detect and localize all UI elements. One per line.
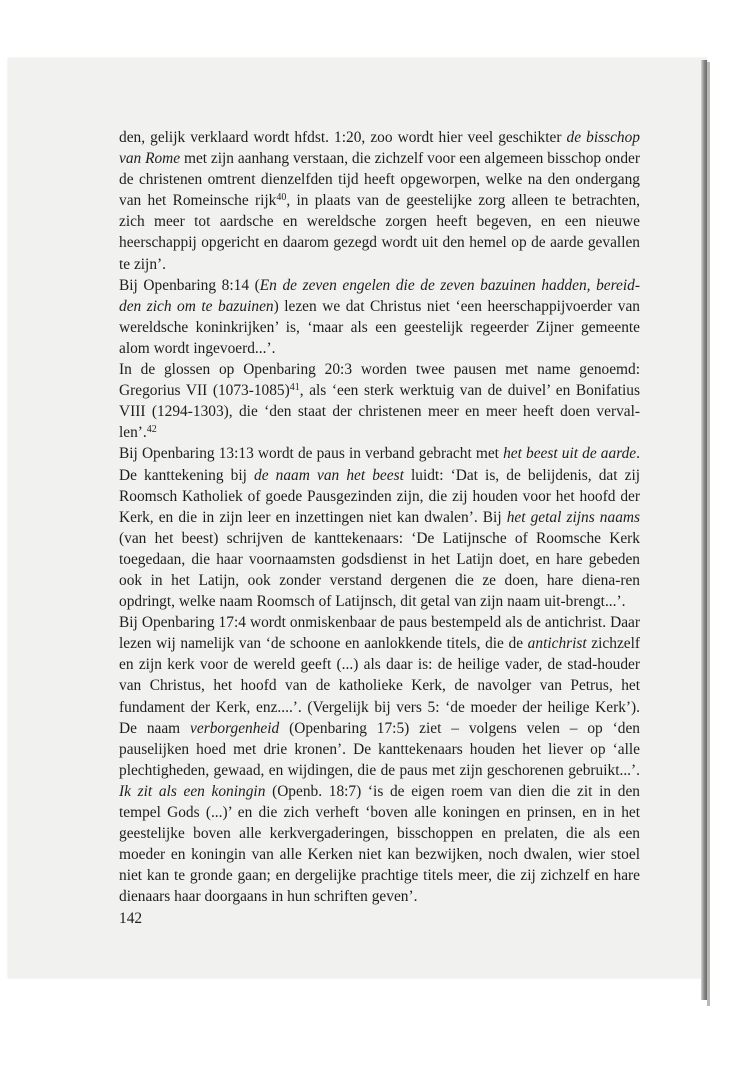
text-run: ) lezen we dat Christus niet ‘een heerschappijvoerder van wereldsche koninkrijken’ is, ‘maar als een geestelijk regeerder Zijner gemeente alom wordt ingevoerd...’. (119, 297, 640, 357)
text-run: den, gelijk verklaard wordt hfdst. 1:20, zoo wordt hier veel geschikter (119, 129, 567, 146)
italic-phrase: het getal zijns naams (506, 508, 640, 526)
italic-phrase: de bisschop van Rome (119, 129, 640, 168)
text-run: luidt: ‘Dat is, de belijdenis, dat zij Roomsch Katholiek of goede Pausgezinden zijn, die zij houden voor het hoofd der Kerk, en die in zijn leer en inzettingen niet kan dwalen’. Bij (119, 466, 641, 526)
text-run: , als ‘een sterk werktuig van de duivel’ en Bonifatius VIII (1294-1303), die ‘den staat der christenen meer en meer heeft doen verval-len’. (119, 382, 640, 442)
italic-phrase: het beest uit de aarde (503, 445, 637, 463)
italic-phrase: En de zeven engelen die de zeven bazuinen hadden, bereid-den zich om te bazuinen (119, 276, 640, 315)
text-run: In de glossen op Openbaring 20:3 worden twee pausen met name genoemd: Gregorius VII (1073-1085) (119, 361, 640, 400)
footnote-marker: 40 (276, 192, 287, 204)
footnote-marker: 42 (146, 424, 157, 436)
footnote-marker: 41 (289, 382, 300, 394)
text-run: Bij Openbaring 17:4 wordt onmiskenbaar de paus bestempeld als de antichrist. Daar lezen wij namelijk van ‘de schoone en aanlokkende titels, die de (119, 614, 640, 653)
text-run: Bij Openbaring 13:13 wordt de paus in verband gebracht met (119, 445, 504, 463)
paragraph-openbaring-17-4 (119, 612, 640, 907)
book-spine-shadow (707, 62, 710, 1006)
italic-phrase: Ik zit als een koningin (119, 782, 266, 800)
text-run: met zijn aanhang verstaan, die zichzelf voor een algemeen bisschop onder de christenen omtrent dienzelfden tijd heeft opgeworpen, welke na den ondergang van het Romeinsche rijk (119, 150, 640, 210)
text-run: , in plaats van de geestelijke zorg alleen te betrachten, zich meer tot aardsche en wereldsche zorgen heeft begeven, en een nieuwe heerschappij opgericht en daarom gezegd wordt uit den hemel op de aarde gevallen te zijn’. (119, 192, 640, 273)
paragraph-openbaring-20-3 (119, 359, 640, 443)
italic-phrase: verborgenheid (190, 719, 280, 737)
italic-phrase: de naam van het beest (254, 466, 404, 484)
italic-phrase: antichrist (527, 635, 587, 653)
text-run: (Openbaring 17:5) ziet – volgens velen – op ‘den pauselijken hoed met drie kronen’. De kanttekenaars houden het liever op ‘alle plechtigheden, gewaad, en wijdingen, die de paus met zijn geschorenen gebruikt...’. (119, 719, 640, 779)
body-text (119, 127, 640, 907)
text-run: (Openb. 18:7) ‘is de eigen roem van dien die zit in den tempel Gods (...)’ en die zich verheft ‘boven alle koningen en prinsen, en in het geestelijke boven alle kerkvergaderingen, bisschoppen en prelaten, die als een moeder en koningin van alle Kerken niet kan bezwijken, noch dwalen, wier stoel niet kan te gronde gaan; en dergelijke prachtige titels meer, die zij zichzelf en hare dienaars haar doorgaans in hun schriften geven’. (119, 782, 640, 906)
text-run: . De kanttekening bij (119, 445, 640, 484)
paragraph-openbaring-13-13 (119, 443, 640, 612)
text-run: Bij Openbaring 8:14 ( (119, 276, 260, 294)
text-run: (van het beest) schrijven de kanttekenaars: ‘De Latijnsche of Roomsche Kerk toegedaan, die haar voornaamsten godsdienst in het Latijn doet, en hare gebeden ook in het Latijn, ook zonder verstand dergenen die ze doen, hare diena-ren opdringt, welke naam Roomsch of Latijnsch, dit getal van zijn naam uit-brengt...’. (119, 529, 640, 611)
text-run: zichzelf en zijn kerk voor de wereld geeft (...) als daar is: de heilige vader, de stad-houder van Christus, het hoofd van de katholieke Kerk, de navolger van Petrus, het fundament der Kerk, enz....’. (Vergelijk bij vers 5: ‘de moeder der heilige Kerk’). De naam (119, 635, 641, 737)
paragraph-openbaring-8-14 (119, 275, 640, 359)
page-number: 142 (119, 910, 143, 927)
paragraph-bisschop-van-rome (119, 127, 640, 275)
